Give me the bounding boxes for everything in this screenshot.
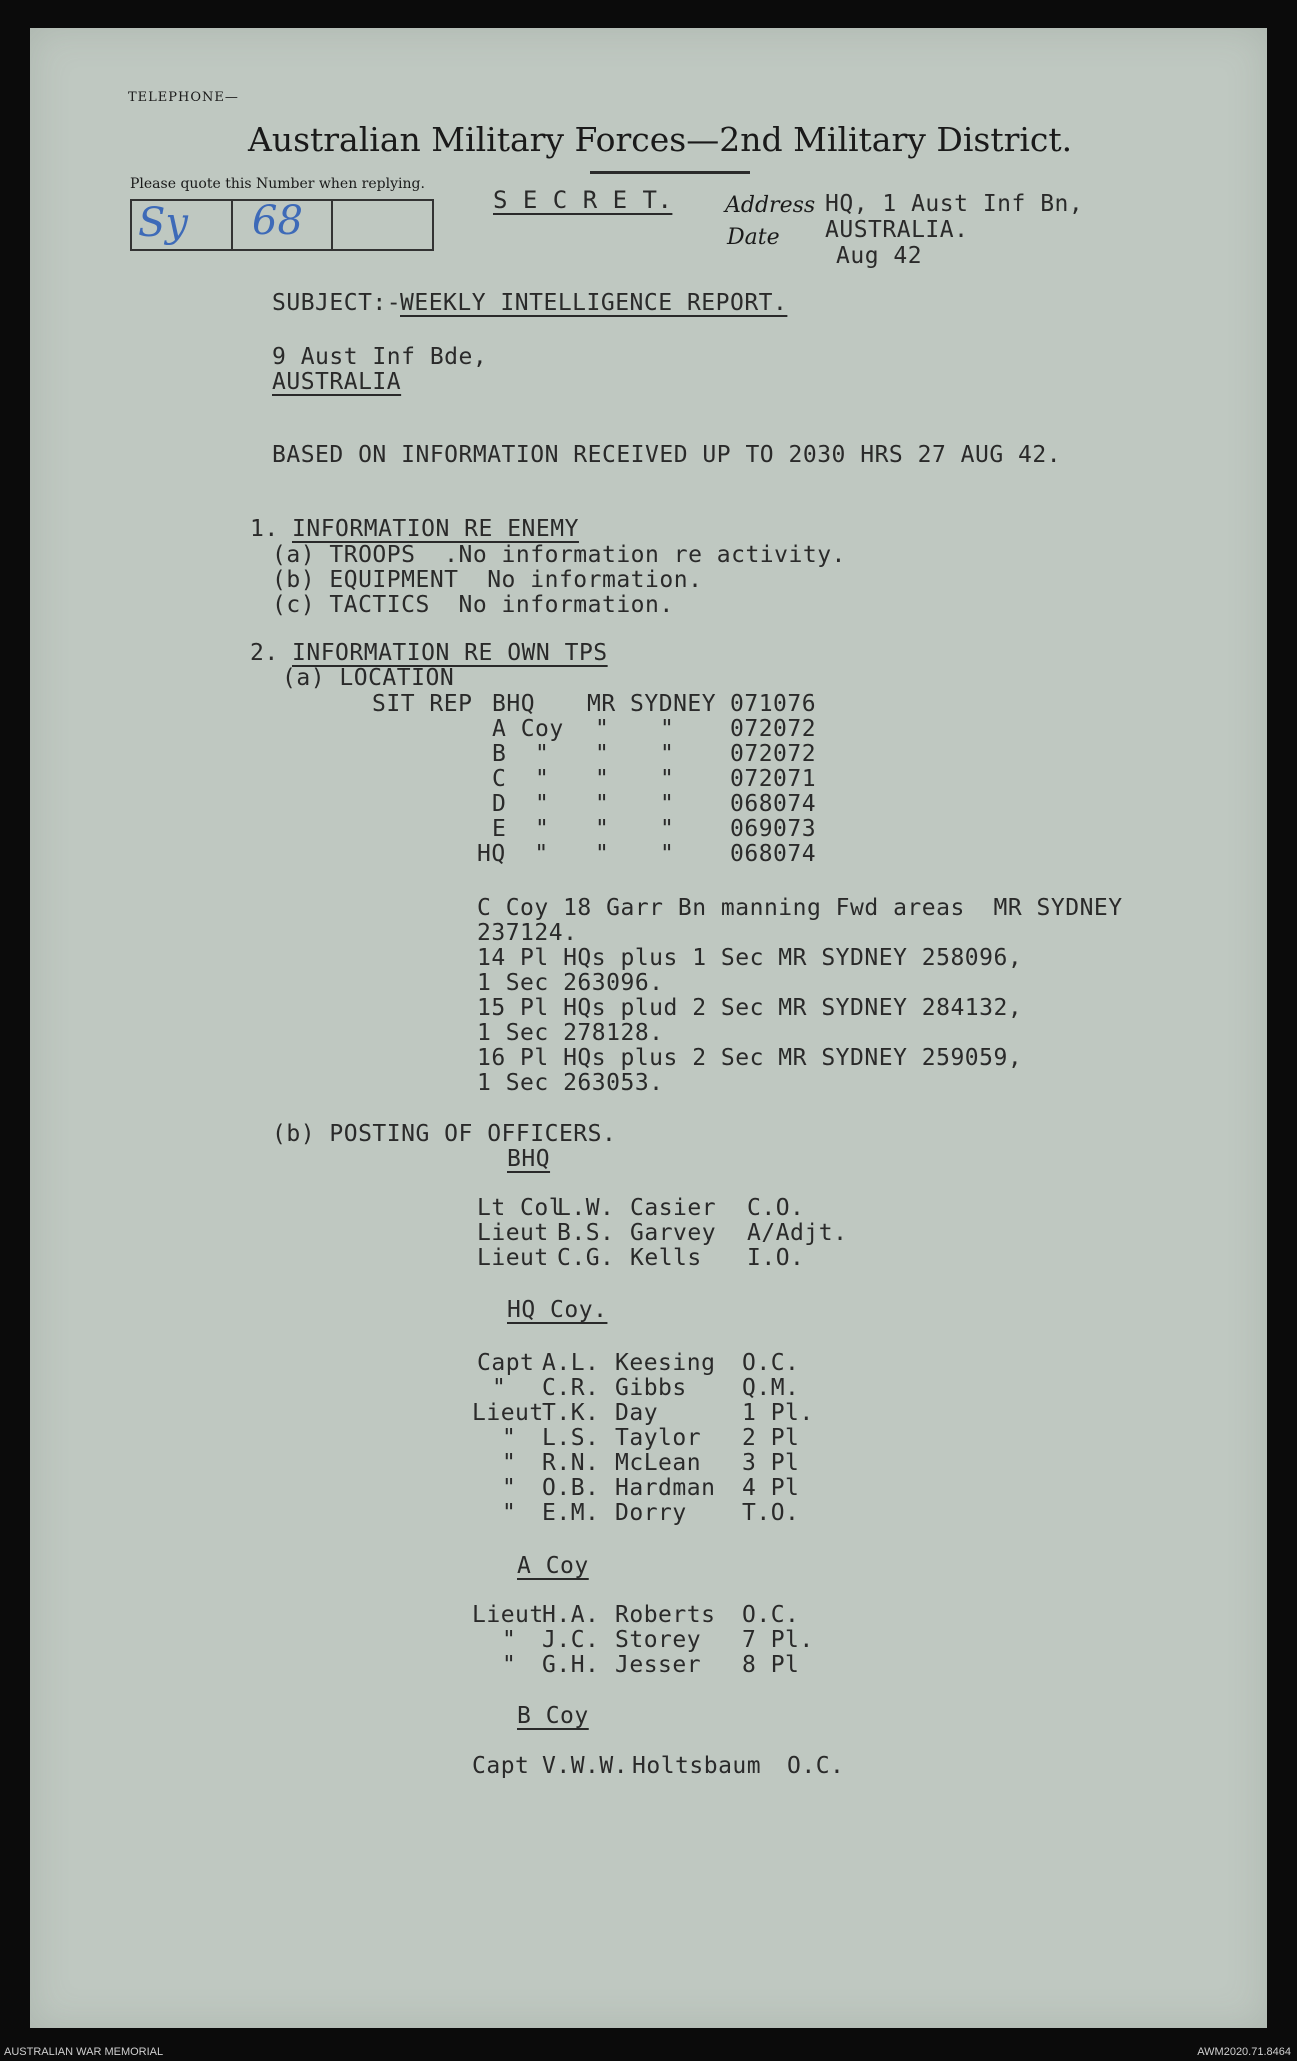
- sitrep-map-ref: ": [595, 716, 610, 742]
- officer-role: 7 Pl.: [742, 1627, 814, 1653]
- sitrep-ditto: ": [660, 741, 675, 767]
- sitrep-unit: B ": [492, 741, 550, 767]
- sitrep-unit: D ": [492, 791, 550, 817]
- section-2-sub-b: (b) POSTING OF OFFICERS.: [272, 1121, 617, 1147]
- officer-rank: ": [502, 1450, 517, 1476]
- handwritten-ref-prefix: Sy: [138, 200, 188, 246]
- officer-name: Taylor: [615, 1425, 702, 1451]
- officer-initials: L.S.: [542, 1425, 600, 1451]
- officer-rank: Lieut: [477, 1245, 549, 1271]
- officer-name: Holtsbaum: [632, 1753, 762, 1779]
- section-2-title: INFORMATION RE OWN TPS: [292, 640, 608, 666]
- address-line-2: AUSTRALIA.: [825, 217, 969, 243]
- sitrep-grid: 068074: [730, 791, 817, 817]
- garrison-line: 1 Sec 263053.: [477, 1070, 664, 1096]
- officer-role: T.O.: [742, 1500, 800, 1526]
- officer-role: 1 Pl.: [742, 1400, 814, 1426]
- group-heading: A Coy: [517, 1553, 589, 1579]
- officer-name: Dorry: [615, 1500, 687, 1526]
- archive-credit: AUSTRALIAN WAR MEMORIAL: [4, 2046, 164, 2058]
- handwritten-ref-number: 68: [252, 198, 303, 244]
- archive-reference: AWM2020.71.8464: [1197, 2046, 1291, 2058]
- officer-initials: V.W.W.: [542, 1753, 629, 1779]
- sitrep-map-ref: ": [595, 766, 610, 792]
- officer-name: Keesing: [615, 1350, 716, 1376]
- officer-role: 3 Pl: [742, 1450, 800, 1476]
- garrison-line: 237124.: [477, 920, 578, 946]
- date-value: Aug 42: [836, 243, 923, 269]
- sitrep-ditto: ": [660, 766, 675, 792]
- officer-rank: Lieut: [472, 1400, 544, 1426]
- garrison-line: C Coy 18 Garr Bn manning Fwd areas MR SYDNEY: [477, 895, 1123, 921]
- group-heading: HQ Coy.: [507, 1297, 608, 1323]
- sitrep-grid: 072072: [730, 716, 817, 742]
- officer-initials: T.K.: [542, 1400, 600, 1426]
- based-on-line: BASED ON INFORMATION RECEIVED UP TO 2030 HRS 27 AUG 42.: [272, 442, 1062, 468]
- officer-rank: ": [492, 1375, 507, 1401]
- sitrep-map-ref: ": [595, 791, 610, 817]
- sitrep-unit: C ": [492, 766, 550, 792]
- section-1-title: INFORMATION RE ENEMY: [292, 516, 579, 542]
- officer-role: C.O.: [747, 1195, 805, 1221]
- officer-initials: C.G.: [557, 1245, 615, 1271]
- subject-label: SUBJECT:-: [272, 290, 402, 316]
- officer-initials: E.M.: [542, 1500, 600, 1526]
- officer-initials: O.B.: [542, 1475, 600, 1501]
- sitrep-grid: 072071: [730, 766, 817, 792]
- officer-rank: ": [502, 1500, 517, 1526]
- officer-name: Kells: [630, 1245, 702, 1271]
- quote-number-label: Please quote this Number when replying.: [130, 176, 425, 192]
- officer-initials: A.L.: [542, 1350, 600, 1376]
- ref-cell-3: [333, 201, 432, 249]
- sitrep-grid: 068074: [730, 841, 817, 867]
- officer-rank: Lt Col: [477, 1195, 564, 1221]
- title-underline: [590, 171, 750, 174]
- address-label: Address: [725, 193, 816, 218]
- officer-role: Q.M.: [742, 1375, 800, 1401]
- officer-role: O.C.: [742, 1602, 800, 1628]
- document-page: [30, 28, 1267, 2028]
- sitrep-label: SIT REP: [372, 691, 473, 717]
- secret-marking: S E C R E T.: [493, 186, 673, 214]
- officer-role: 2 Pl: [742, 1425, 800, 1451]
- garrison-line: 14 Pl HQs plus 1 Sec MR SYDNEY 258096,: [477, 945, 1023, 971]
- section-1-item-a: (a) TROOPS .No information re activity.: [272, 542, 846, 568]
- officer-role: O.C.: [742, 1350, 800, 1376]
- officer-role: I.O.: [747, 1245, 805, 1271]
- officer-name: Gibbs: [615, 1375, 687, 1401]
- officer-initials: H.A.: [542, 1602, 600, 1628]
- sitrep-unit: BHQ: [492, 691, 536, 717]
- sitrep-map-ref: MR SYDNEY: [587, 691, 717, 717]
- sitrep-unit: HQ ": [477, 841, 549, 867]
- officer-rank: Lieut: [472, 1602, 544, 1628]
- officer-initials: C.R.: [542, 1375, 600, 1401]
- sitrep-unit: E ": [492, 816, 550, 842]
- section-1-item-b: (b) EQUIPMENT No information.: [272, 567, 703, 593]
- officer-rank: Capt: [472, 1753, 530, 1779]
- subject-value: WEEKLY INTELLIGENCE REPORT.: [400, 290, 788, 316]
- officer-initials: B.S.: [557, 1220, 615, 1246]
- letterhead-title: Australian Military Forces—2nd Military District.: [248, 120, 1073, 159]
- officer-name: Roberts: [615, 1602, 716, 1628]
- officer-role: O.C.: [787, 1753, 845, 1779]
- sitrep-ditto: ": [660, 841, 675, 867]
- sitrep-grid: 071076: [730, 691, 817, 717]
- sitrep-map-ref: ": [595, 741, 610, 767]
- sitrep-unit: A Coy: [492, 716, 564, 742]
- group-heading: BHQ: [507, 1146, 551, 1172]
- sitrep-grid: 069073: [730, 816, 817, 842]
- telephone-label: TELEPHONE—: [128, 90, 239, 105]
- addressee-line-2: AUSTRALIA: [272, 369, 402, 395]
- sitrep-ditto: ": [660, 816, 675, 842]
- date-label: Date: [727, 225, 780, 250]
- officer-initials: L.W.: [557, 1195, 615, 1221]
- addressee-line-1: 9 Aust Inf Bde,: [272, 344, 488, 370]
- section-2-sub-a: (a) LOCATION: [282, 665, 455, 691]
- section-2-number: 2.: [250, 640, 279, 666]
- officer-rank: ": [502, 1652, 517, 1678]
- officer-initials: R.N.: [542, 1450, 600, 1476]
- officer-role: 4 Pl: [742, 1475, 800, 1501]
- officer-name: Garvey: [630, 1220, 717, 1246]
- officer-rank: Lieut: [477, 1220, 549, 1246]
- officer-rank: ": [502, 1475, 517, 1501]
- sitrep-ditto: ": [660, 791, 675, 817]
- officer-name: McLean: [615, 1450, 702, 1476]
- sitrep-grid: 072072: [730, 741, 817, 767]
- sitrep-map-ref: ": [595, 816, 610, 842]
- officer-name: Jesser: [615, 1652, 702, 1678]
- section-1-number: 1.: [250, 516, 279, 542]
- officer-name: Hardman: [615, 1475, 716, 1501]
- officer-role: A/Adjt.: [747, 1220, 848, 1246]
- officer-name: Storey: [615, 1627, 702, 1653]
- garrison-line: 15 Pl HQs plud 2 Sec MR SYDNEY 284132,: [477, 995, 1023, 1021]
- officer-rank: ": [502, 1425, 517, 1451]
- officer-initials: J.C.: [542, 1627, 600, 1653]
- officer-rank: Capt: [477, 1350, 535, 1376]
- sitrep-map-ref: ": [595, 841, 610, 867]
- group-heading: B Coy: [517, 1703, 589, 1729]
- garrison-line: 1 Sec 263096.: [477, 970, 664, 996]
- officer-rank: ": [502, 1627, 517, 1653]
- garrison-line: 16 Pl HQs plus 2 Sec MR SYDNEY 259059,: [477, 1045, 1023, 1071]
- garrison-line: 1 Sec 278128.: [477, 1020, 664, 1046]
- officer-initials: G.H.: [542, 1652, 600, 1678]
- address-line-1: HQ, 1 Aust Inf Bn,: [825, 191, 1084, 217]
- officer-role: 8 Pl: [742, 1652, 800, 1678]
- officer-name: Casier: [630, 1195, 717, 1221]
- section-1-item-c: (c) TACTICS No information.: [272, 592, 674, 618]
- officer-name: Day: [615, 1400, 659, 1426]
- sitrep-ditto: ": [660, 716, 675, 742]
